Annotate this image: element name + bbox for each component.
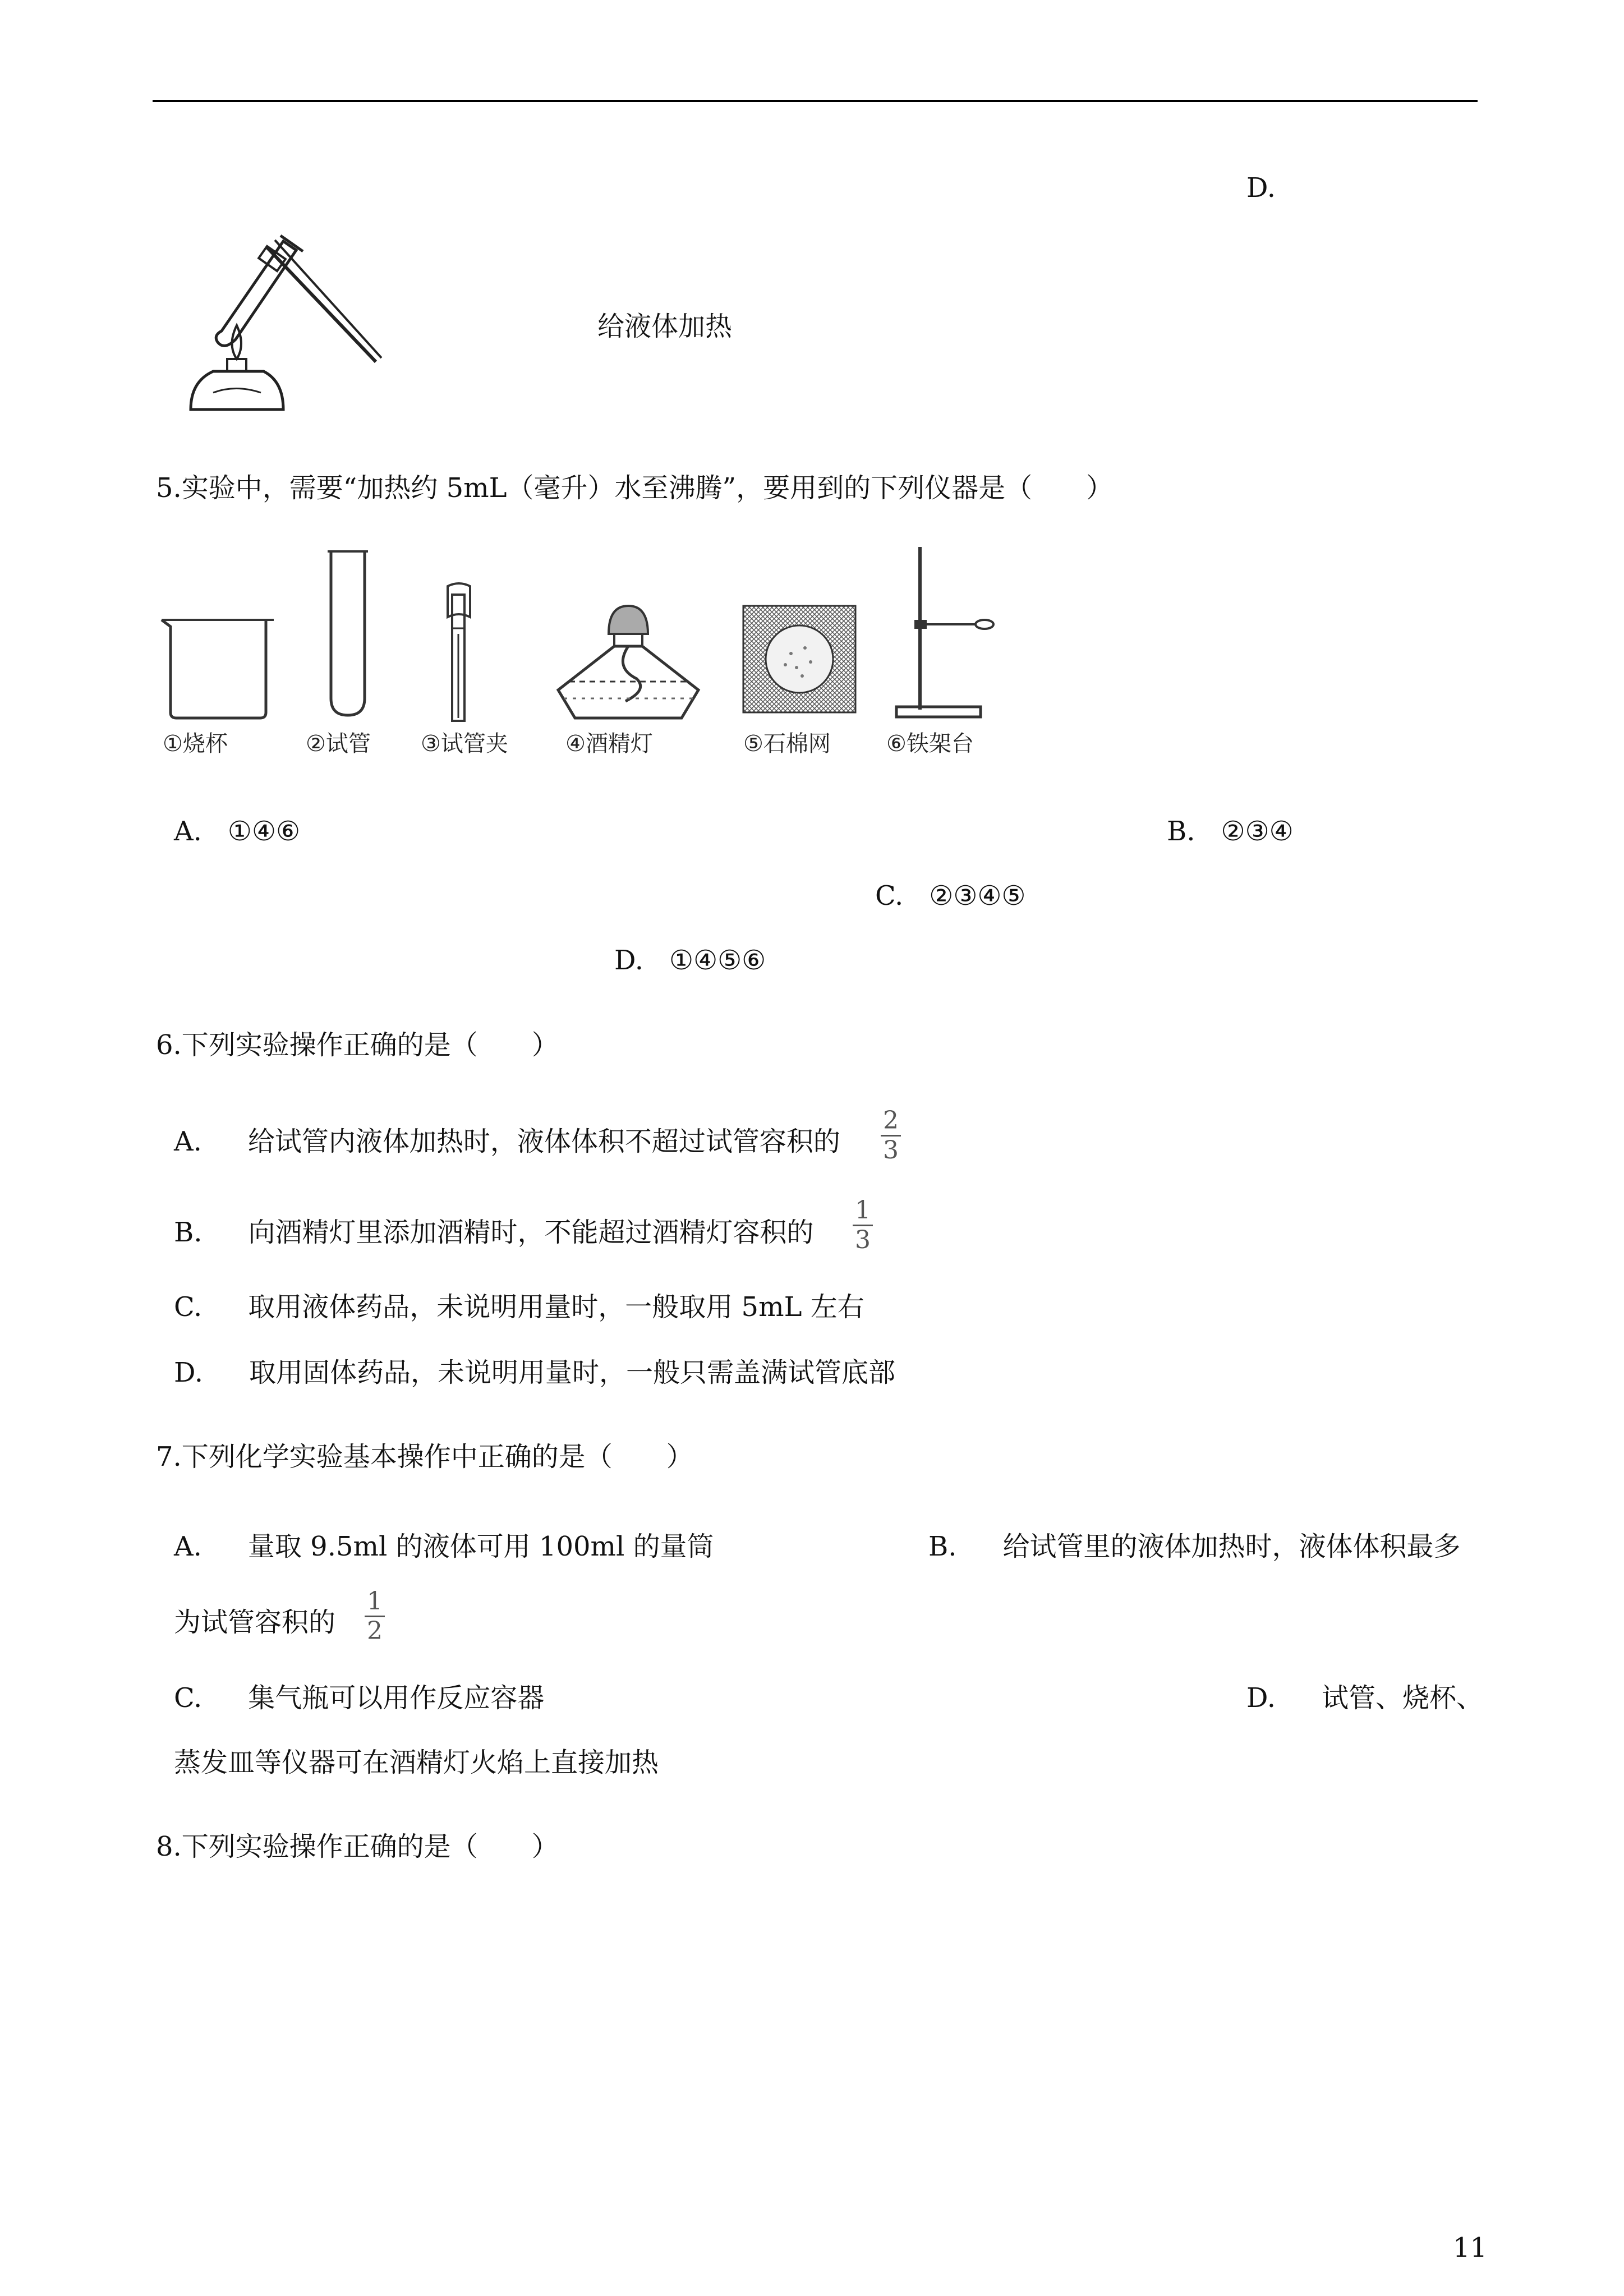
iron-stand-icon xyxy=(892,541,1004,721)
option-letter: D. xyxy=(174,1357,204,1388)
option-letter: B. xyxy=(928,1531,957,1562)
q5-option-c[interactable] xyxy=(875,879,1025,913)
apparatus-label-4: ④酒精灯 xyxy=(565,731,653,757)
q4-option-d-label: D. xyxy=(1246,172,1276,204)
q7-option-b[interactable] xyxy=(928,1530,1461,1563)
option-text: ①④⑥ xyxy=(227,816,301,847)
q6-option-c[interactable] xyxy=(174,1290,864,1324)
q6-stem: 6.下列实验操作正确的是（ ） xyxy=(156,1029,559,1061)
q8-stem: 8.下列实验操作正确的是（ ） xyxy=(156,1831,559,1862)
q5-option-d[interactable] xyxy=(614,944,766,977)
apparatus-label-2: ②试管 xyxy=(306,731,371,757)
option-letter: A. xyxy=(174,1126,202,1157)
fraction-denominator: 2 xyxy=(367,1617,383,1645)
asbestos-gauze-icon xyxy=(740,603,858,715)
q7-option-c[interactable] xyxy=(174,1681,544,1715)
option-text: 取用液体药品，未说明用量时，一般取用 5mL 左右 xyxy=(248,1291,864,1323)
apparatus-label-6: ⑥铁架台 xyxy=(886,731,974,757)
test-tube-icon xyxy=(325,547,370,721)
test-tube-heating-icon xyxy=(168,224,393,432)
apparatus-label-5: ⑤石棉网 xyxy=(743,731,831,757)
option-letter: B. xyxy=(1167,816,1195,847)
option-text: ①④⑤⑥ xyxy=(669,945,766,976)
fraction-denominator: 3 xyxy=(883,1136,899,1165)
q5-option-a[interactable] xyxy=(174,815,300,848)
option-letter: C. xyxy=(174,1682,203,1714)
q7-option-a[interactable] xyxy=(174,1530,714,1563)
q7-option-b-continuation: 为试管容积的 xyxy=(174,1607,336,1638)
option-text: 向酒精灯里添加酒精时，不能超过酒精灯容积的 xyxy=(248,1217,814,1248)
option-letter: D. xyxy=(1246,1682,1276,1714)
alcohol-lamp-icon xyxy=(553,583,704,724)
apparatus-label-1: ①烧杯 xyxy=(163,731,228,757)
option-text: ②③④ xyxy=(1221,816,1294,847)
option-letter: C. xyxy=(174,1291,203,1323)
q5-option-b[interactable] xyxy=(1167,815,1294,848)
option-text: 给试管内液体加热时，液体体积不超过试管容积的 xyxy=(247,1126,840,1157)
test-tube-clamp-icon xyxy=(442,583,476,724)
option-text: 集气瓶可以用作反应容器 xyxy=(248,1682,545,1714)
page-number: 11 xyxy=(1453,2232,1488,2263)
fraction-numerator: 1 xyxy=(855,1196,871,1225)
option-letter: B. xyxy=(174,1217,203,1248)
option-text: 给试管里的液体加热时，液体体积最多 xyxy=(1002,1531,1461,1562)
option-text: 取用固体药品，未说明用量时，一般只需盖满试管底部 xyxy=(249,1357,896,1388)
option-text: 试管、烧杯、 xyxy=(1322,1682,1484,1714)
fraction-two-thirds xyxy=(881,1108,901,1163)
q7-option-d[interactable] xyxy=(1246,1681,1483,1715)
option-letter: C. xyxy=(875,880,904,912)
q4-option-c-caption: 给液体加热 xyxy=(597,311,733,342)
q7-option-d-continuation: 蒸发皿等仪器可在酒精灯火焰上直接加热 xyxy=(174,1747,659,1778)
option-letter: A. xyxy=(174,1531,202,1562)
fraction-one-third xyxy=(853,1198,873,1253)
option-text: ②③④⑤ xyxy=(929,880,1026,912)
option-letter: D. xyxy=(614,945,644,976)
header-rule xyxy=(153,100,1478,102)
fraction-numerator: 2 xyxy=(883,1106,899,1135)
option-letter: A. xyxy=(174,816,202,847)
q6-option-d[interactable] xyxy=(174,1356,895,1389)
fraction-denominator: 3 xyxy=(855,1226,871,1254)
q5-stem: 5.实验中，需要“加热约 5mL（毫升）水至沸腾”，要用到的下列仪器是（ ） xyxy=(156,472,1114,504)
q6-option-b[interactable] xyxy=(174,1216,814,1249)
fraction-one-half xyxy=(365,1589,385,1644)
q7-stem: 7.下列化学实验基本操作中正确的是（ ） xyxy=(156,1441,693,1473)
option-text: 量取 9.5ml 的液体可用 100ml 的量筒 xyxy=(247,1531,714,1562)
apparatus-label-3: ③试管夹 xyxy=(421,731,508,757)
fraction-numerator: 1 xyxy=(367,1587,383,1616)
q6-option-a[interactable] xyxy=(174,1125,840,1158)
beaker-icon xyxy=(158,614,276,721)
